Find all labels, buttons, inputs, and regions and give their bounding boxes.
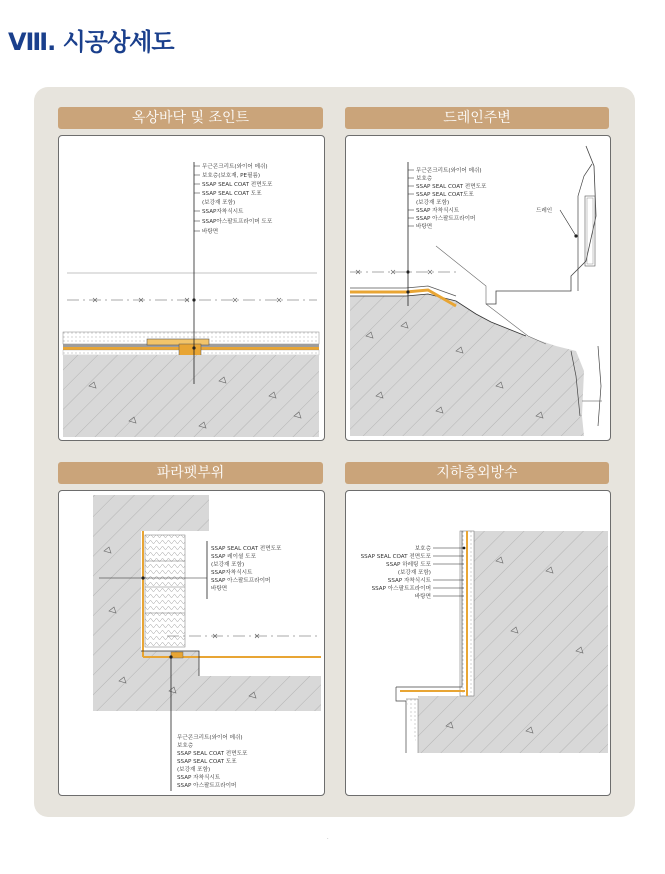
detail-drain bbox=[345, 135, 611, 441]
drain-label-2: 보호층 bbox=[416, 176, 433, 182]
parapet-drawing bbox=[59, 491, 324, 795]
parapet-upper-label-2: SSAP 레이셜 도포 bbox=[211, 554, 256, 560]
basement-label-2: SSAP SEAL COAT 전면도포 bbox=[360, 554, 431, 560]
detail-parapet bbox=[58, 490, 325, 796]
basement-label-4: (보강재 포함) bbox=[397, 570, 431, 576]
drain-label-6: SSAP 자착식시트 bbox=[416, 208, 460, 214]
basement-label-5: SSAP 자착식시트 bbox=[387, 578, 431, 584]
detail-basement bbox=[345, 490, 611, 796]
detail-roof-floor bbox=[58, 135, 325, 441]
drain-label-3: SSAP SEAL COAT 전면도포 bbox=[416, 184, 487, 190]
parapet-lower-label-3: SSAP SEAL COAT 전면도포 bbox=[177, 751, 248, 757]
parapet-lower-label-4: SSAP SEAL COAT 도포 bbox=[177, 759, 237, 765]
basement-label-3: SSAP 하레팅 도포 bbox=[386, 562, 431, 568]
parapet-lower-label-6: SSAP 자착식시트 bbox=[177, 775, 221, 781]
parapet-upper-label-5: SSAP 아스팔트프라이머 bbox=[211, 578, 271, 584]
roof-label-7: SSAP아스팔트프라이머 도포 bbox=[202, 219, 273, 225]
panel-title-parapet: 파라펫부위 bbox=[58, 462, 323, 484]
roof-label-3: SSAP SEAL COAT 전면도포 bbox=[202, 182, 273, 188]
roof-label-8: 바탕면 bbox=[202, 229, 219, 235]
basement-label-1: 보호층 bbox=[414, 546, 431, 552]
drain-callout: 드레인 bbox=[536, 208, 553, 214]
drain-label-7: SSAP 아스팔트프라이머 bbox=[416, 216, 476, 222]
parapet-lower-label-7: SSAP 아스팔트프라이머 bbox=[177, 783, 237, 789]
panel-title-roof-floor: 옥상바닥 및 조인트 bbox=[58, 107, 323, 129]
page-number: · bbox=[327, 836, 329, 842]
drain-drawing bbox=[346, 136, 610, 440]
parapet-upper-label-4: SSAP자착식시트 bbox=[211, 570, 253, 576]
drain-label-5: (보강재 포함) bbox=[416, 200, 450, 206]
roof-label-2: 보호층(보호재, PE필름) bbox=[202, 173, 261, 179]
roof-floor-drawing bbox=[59, 136, 324, 440]
parapet-upper-label-1: SSAP SEAL COAT 전면도포 bbox=[211, 546, 282, 552]
page-title: Ⅷ. 시공상세도 bbox=[8, 28, 174, 56]
roof-label-1: 무근콘크리트(와이어 메쉬) bbox=[202, 164, 268, 170]
parapet-lower-label-2: 보호층 bbox=[177, 743, 194, 749]
parapet-lower-label-1: 무근콘크리트(와이어 메쉬) bbox=[177, 735, 243, 741]
parapet-upper-label-6: 바탕면 bbox=[211, 586, 228, 592]
roof-label-4: SSAP SEAL COAT 도포 bbox=[202, 191, 262, 197]
drain-label-1: 무근콘크리트(와이어 메쉬) bbox=[416, 168, 482, 174]
panel-title-drain: 드레인주변 bbox=[345, 107, 609, 129]
basement-label-7: 바탕면 bbox=[414, 594, 431, 600]
basement-drawing bbox=[346, 491, 610, 795]
basement-label-6: SSAP 아스팔트프라이머 bbox=[371, 586, 431, 592]
drain-label-8: 바탕면 bbox=[416, 224, 433, 230]
roof-label-6: SSAP자착식시트 bbox=[202, 209, 244, 215]
drain-label-4: SSAP SEAL COAT도포 bbox=[416, 192, 474, 198]
parapet-lower-label-5: (보강재 포함) bbox=[177, 767, 211, 773]
parapet-upper-label-3: (보강재 포함) bbox=[211, 562, 245, 568]
roof-label-5: (보강재 포함) bbox=[202, 200, 236, 206]
panel-title-basement: 지하층외방수 bbox=[345, 462, 609, 484]
